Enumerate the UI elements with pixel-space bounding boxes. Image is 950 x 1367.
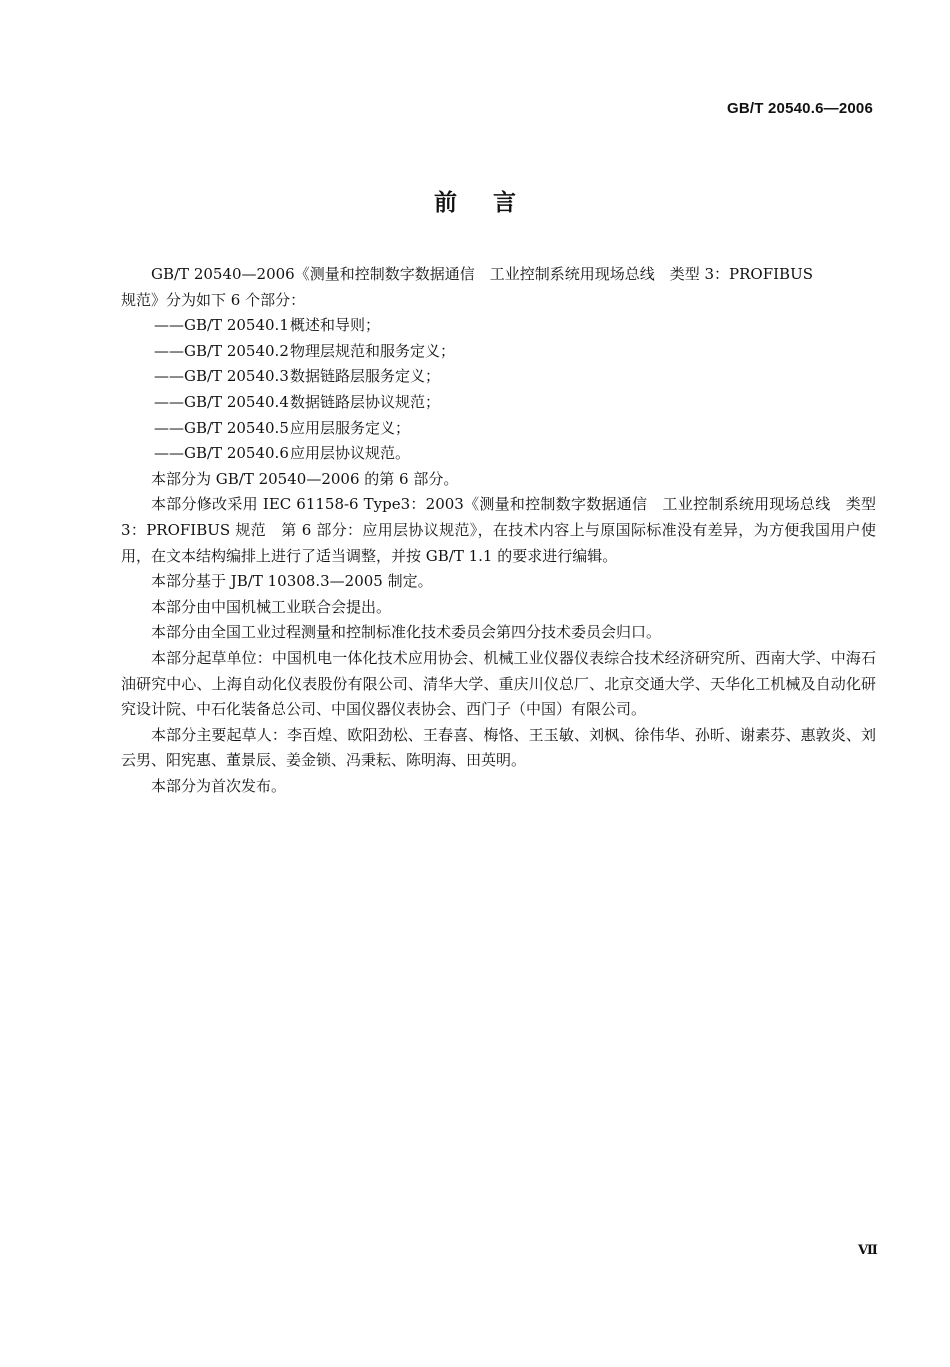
part-code: ——GB/T 20540.2 bbox=[154, 341, 289, 360]
page-title: 前言 bbox=[434, 190, 552, 216]
part-desc: 数据链路层协议规范； bbox=[290, 392, 441, 411]
foreword-body bbox=[121, 262, 876, 799]
intro-paragraph-line2: 规范》分为如下 6 个部分： bbox=[121, 290, 306, 309]
list-item bbox=[121, 390, 876, 416]
first-release-paragraph: 本部分为首次发布。 bbox=[151, 776, 287, 795]
drafters-paragraph: 本部分主要起草人：李百煌、欧阳劲松、王春喜、梅恪、王玉敏、刘枫、徐伟华、孙昕、谢素芬、惠敦炎、刘云男、阳宪惠、董景辰、姜金锁、冯秉耘、陈明海、田英明。 bbox=[121, 725, 876, 770]
part-desc: 应用层协议规范。 bbox=[290, 444, 411, 463]
based-on-paragraph: 本部分基于 JB/T 10308.3—2005 制定。 bbox=[151, 572, 433, 591]
part-desc: 数据链路层服务定义； bbox=[290, 367, 441, 386]
standard-code: GB/T 20540.6—2006 bbox=[727, 100, 873, 117]
part-code: ——GB/T 20540.4 bbox=[154, 392, 289, 411]
part-desc: 概述和导则； bbox=[290, 316, 381, 335]
list-item bbox=[121, 364, 876, 390]
list-item bbox=[121, 339, 876, 365]
jurisdiction-paragraph: 本部分由全国工业过程测量和控制标准化技术委员会第四分技术委员会归口。 bbox=[151, 623, 662, 642]
list-item bbox=[121, 313, 876, 339]
adoption-paragraph: 本部分修改采用 IEC 61158-6 Type3：2003《测量和控制数字数据通信 工业控制系统用现场总线 类型 3：PROFIBUS 规范 第 6 部分：应用层协议规范》，在技术内容上与原国际标准没有差异，为方便我国用户使用，在文本结构编排上进行了适当调整，并按 GB/T 1.1 的要求进行编辑。 bbox=[121, 495, 876, 565]
part-code: ——GB/T 20540.3 bbox=[154, 367, 289, 386]
part-code: ——GB/T 20540.5 bbox=[154, 418, 289, 437]
drafting-units-paragraph: 本部分起草单位：中国机电一体化技术应用协会、机械工业仪器仪表综合技术经济研究所、西南大学、中海石油研究中心、上海自动化仪表股份有限公司、清华大学、重庆川仪总厂、北京交通大学、天华化工机械及自动化研究设计院、中石化装备总公司、中国仪器仪表协会、西门子（中国）有限公司。 bbox=[121, 648, 876, 719]
part-code: ——GB/T 20540.6 bbox=[154, 444, 289, 463]
part-desc: 应用层服务定义； bbox=[290, 418, 411, 437]
page-number: Ⅶ bbox=[858, 1243, 878, 1258]
part-desc: 物理层规范和服务定义； bbox=[290, 341, 456, 360]
proposed-by-paragraph: 本部分由中国机械工业联合会提出。 bbox=[151, 597, 392, 616]
list-item bbox=[121, 416, 876, 442]
intro-paragraph-line1: GB/T 20540—2006《测量和控制数字数据通信 工业控制系统用现场总线 类型 3：PROFIBUS bbox=[151, 265, 813, 283]
list-item bbox=[121, 441, 876, 467]
part-of-paragraph: 本部分为 GB/T 20540—2006 的第 6 部分。 bbox=[151, 469, 459, 488]
part-code: ——GB/T 20540.1 bbox=[154, 316, 289, 335]
